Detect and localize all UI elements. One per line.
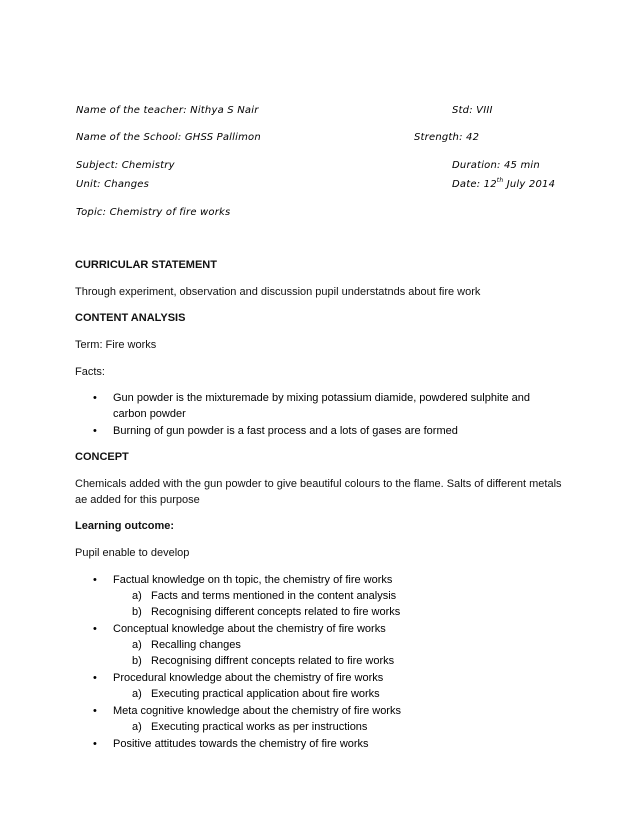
unit-label: Unit: Changes [76, 179, 150, 190]
bullet-icon: • [93, 738, 97, 750]
outcome-item: Positive attitudes towards the chemistry of fire works [113, 738, 369, 750]
strength-label: Strength: 42 [414, 132, 480, 143]
sub-marker: a) [132, 590, 142, 602]
date-suffix: July 2014 [503, 179, 556, 190]
learning-intro: Pupil enable to develop [75, 547, 190, 559]
bullet-icon: • [93, 672, 97, 684]
bullet-icon: • [93, 623, 97, 635]
subject-label: Subject: Chemistry [76, 160, 175, 171]
concept-heading: CONCEPT [75, 451, 129, 463]
school-name: Name of the School: GHSS Pallimon [76, 132, 261, 143]
fact-item: Gun powder is the mixturemade by mixing potassium diamide, powdered sulphite and carbon powder [113, 392, 530, 420]
sub-marker: a) [132, 688, 142, 700]
teacher-name: Name of the teacher: Nithya S Nair [76, 105, 259, 116]
concept-text: Chemicals added with the gun powder to give beautiful colours to the flame. Salts of different metals ae added for this purpose [75, 478, 562, 506]
sub-marker: b) [132, 606, 142, 618]
sub-item: Recalling changes [151, 639, 241, 651]
bullet-icon: • [93, 425, 97, 437]
content-analysis-heading: CONTENT ANALYSIS [75, 312, 186, 324]
sub-marker: a) [132, 721, 142, 733]
learning-outcome-heading: Learning outcome: [75, 520, 175, 532]
std-label: Std: VIII [452, 105, 493, 116]
curricular-text: Through experiment, observation and discussion pupil understatnds about fire work [75, 286, 481, 298]
bullet-icon: • [93, 392, 97, 404]
sub-item: Facts and terms mentioned in the content analysis [151, 590, 397, 602]
date-superscript: th [496, 177, 504, 184]
facts-label: Facts: [75, 366, 105, 378]
sub-marker: b) [132, 655, 142, 667]
sub-item: Executing practical application about fire works [151, 688, 380, 700]
bullet-icon: • [93, 574, 97, 586]
curricular-heading: CURRICULAR STATEMENT [75, 259, 217, 271]
outcome-item: Meta cognitive knowledge about the chemistry of fire works [113, 705, 401, 717]
date-label [452, 179, 555, 190]
topic-label: Topic: Chemistry of fire works [76, 207, 231, 218]
sub-item: Recognising diffrent concepts related to fire works [151, 655, 395, 667]
term-line: Term: Fire works [75, 339, 157, 351]
date-prefix: Date: 12 [452, 179, 497, 190]
outcome-item: Conceptual knowledge about the chemistry of fire works [113, 623, 386, 635]
sub-item: Recognising different concepts related to fire works [151, 606, 401, 618]
duration-label: Duration: 45 min [452, 160, 540, 171]
outcome-item: Factual knowledge on th topic, the chemistry of fire works [113, 574, 393, 586]
bullet-icon: • [93, 705, 97, 717]
sub-item: Executing practical works as per instructions [151, 721, 368, 733]
sub-marker: a) [132, 639, 142, 651]
outcome-item: Procedural knowledge about the chemistry of fire works [113, 672, 384, 684]
fact-item: Burning of gun powder is a fast process and a lots of gases are formed [113, 425, 458, 437]
